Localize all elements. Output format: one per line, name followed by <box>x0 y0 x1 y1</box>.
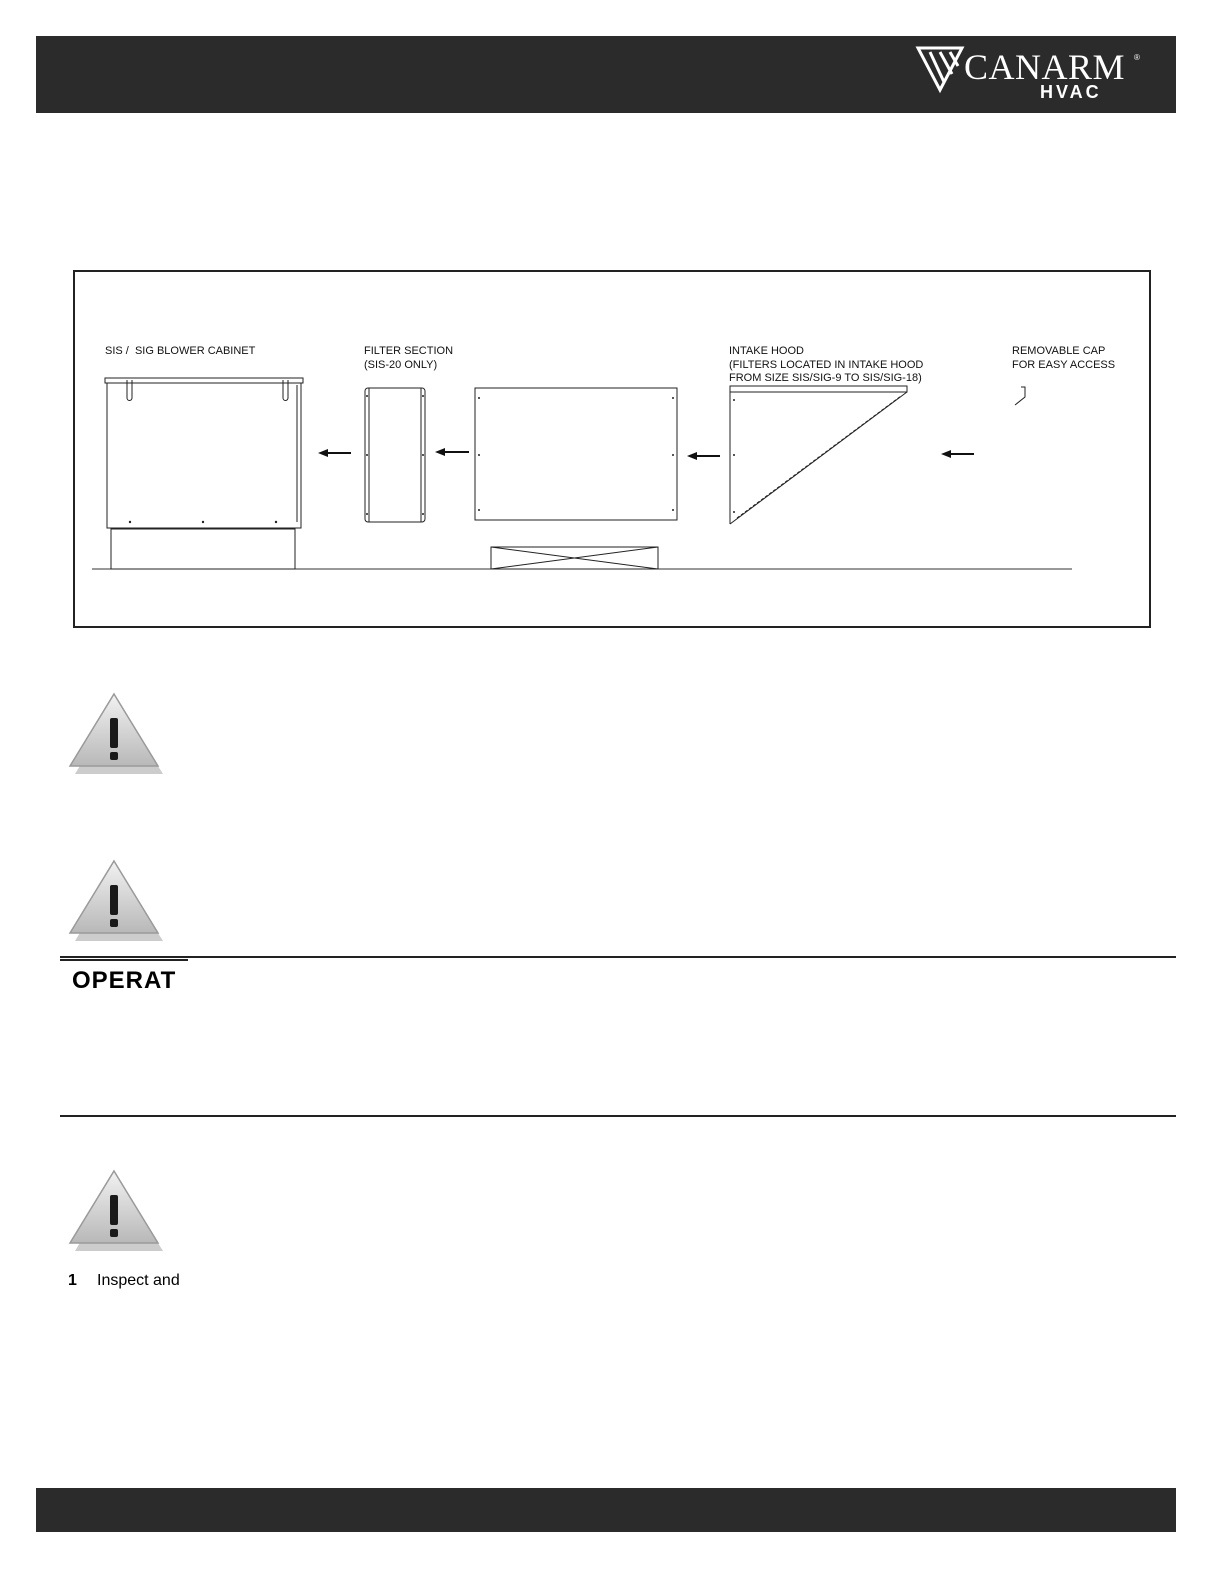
blower-cabinet-drawing <box>105 378 303 569</box>
section-heading <box>60 959 188 994</box>
brand-subtitle: HVAC <box>1040 82 1102 102</box>
filter-section-label: FILTER SECTION (SIS-20 ONLY) <box>364 345 454 371</box>
warning-icon <box>66 690 166 780</box>
assembly-diagram <box>73 270 1151 628</box>
header-bar <box>36 36 1176 113</box>
list-item-text: Inspect and <box>97 1272 180 1289</box>
list-item-number: 1 <box>68 1272 77 1289</box>
removable-cap-label: REMOVABLE CAP FOR EASY ACCESS <box>1012 345 1116 371</box>
brand-logo <box>916 42 1156 108</box>
footer-bar <box>36 1488 1176 1532</box>
filter-section-drawing <box>365 388 425 522</box>
canarm-logo-icon <box>916 44 964 94</box>
assembly-drawing <box>75 272 1153 630</box>
section-heading-text: OPERAT <box>72 967 177 994</box>
intake-hood-drawing <box>730 386 907 524</box>
section-divider <box>60 956 1176 958</box>
section-divider <box>60 1115 1176 1117</box>
middle-section-drawing <box>475 388 677 569</box>
brand-name: CANARM <box>964 47 1126 87</box>
intake-hood-label: INTAKE HOOD (FILTERS LOCATED IN INTAKE HOOD FROM SIZE SIS/SIG-9 TO SIS/SIG-18) <box>729 345 924 384</box>
warning-icon <box>66 1167 166 1257</box>
list-item <box>60 1270 188 1289</box>
warning-icon <box>66 857 166 947</box>
blower-cabinet-label: SIS / SIG BLOWER CABINET <box>105 345 256 357</box>
registered-mark: ® <box>1134 53 1140 62</box>
